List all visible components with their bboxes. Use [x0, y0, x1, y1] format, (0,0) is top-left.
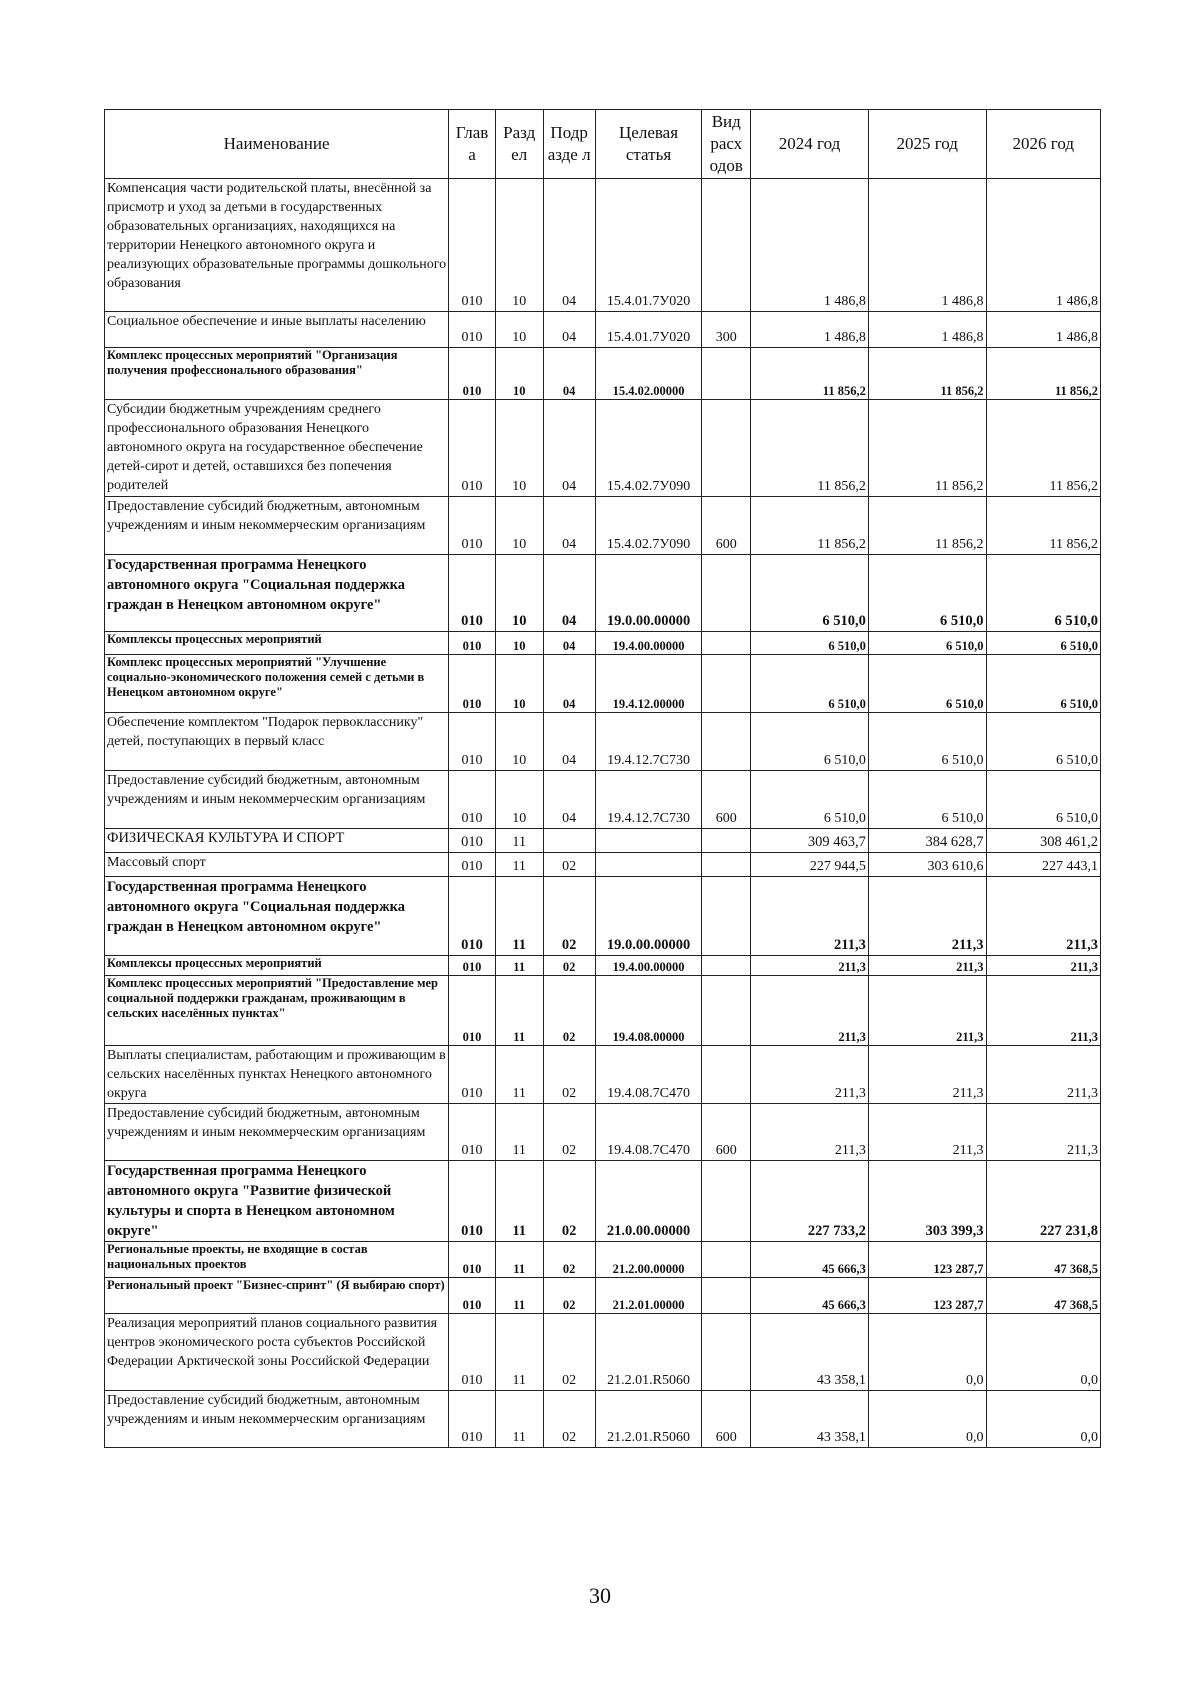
cell-2024: 43 358,1	[751, 1391, 869, 1448]
cell-article: 21.2.00.00000	[595, 1242, 702, 1278]
table-row	[105, 956, 1101, 976]
cell-2024: 6 510,0	[751, 713, 869, 771]
cell-podrazdel: 04	[543, 348, 595, 400]
cell-podrazdel: 04	[543, 713, 595, 771]
header-article: Целевая статья	[595, 110, 702, 179]
table-row	[105, 655, 1101, 713]
cell-2024: 11 856,2	[751, 400, 869, 497]
cell-razdel: 10	[495, 400, 543, 497]
cell-exp-type	[702, 632, 751, 655]
cell-podrazdel: 02	[543, 956, 595, 976]
cell-name: Социальное обеспечение и иные выплаты населению	[105, 312, 449, 348]
cell-2024: 6 510,0	[751, 555, 869, 632]
cell-2024: 43 358,1	[751, 1314, 869, 1391]
cell-name: Предоставление субсидий бюджетным, автономным учреждениям и иным некоммерческим организациям	[105, 771, 449, 829]
cell-2024: 1 486,8	[751, 179, 869, 312]
cell-exp-type	[702, 400, 751, 497]
cell-glava: 010	[449, 1314, 496, 1391]
cell-razdel: 11	[495, 1104, 543, 1161]
cell-name: Массовый спорт	[105, 853, 449, 877]
cell-2025: 123 287,7	[868, 1242, 986, 1278]
cell-razdel: 10	[495, 348, 543, 400]
cell-name: Комплексы процессных мероприятий	[105, 632, 449, 655]
cell-podrazdel: 04	[543, 655, 595, 713]
cell-glava: 010	[449, 877, 496, 956]
cell-2025: 211,3	[868, 1104, 986, 1161]
cell-glava: 010	[449, 976, 496, 1046]
header-2024: 2024 год	[751, 110, 869, 179]
cell-2026: 11 856,2	[986, 400, 1100, 497]
cell-2025: 0,0	[868, 1314, 986, 1391]
cell-name: Выплаты специалистам, работающим и проживающим в сельских населённых пунктах Ненецкого автономного округа	[105, 1046, 449, 1104]
cell-podrazdel: 04	[543, 179, 595, 312]
table-row	[105, 348, 1101, 400]
cell-article: 21.2.01.R5060	[595, 1391, 702, 1448]
cell-glava: 010	[449, 1278, 496, 1314]
cell-exp-type	[702, 853, 751, 877]
header-razdel: Разд ел	[495, 110, 543, 179]
cell-article: 19.4.08.7С470	[595, 1046, 702, 1104]
table-row	[105, 713, 1101, 771]
cell-glava: 010	[449, 1242, 496, 1278]
cell-2026: 227 231,8	[986, 1161, 1100, 1242]
cell-article: 19.4.12.00000	[595, 655, 702, 713]
cell-podrazdel: 02	[543, 1242, 595, 1278]
cell-podrazdel: 02	[543, 1046, 595, 1104]
header-name: Наименование	[105, 110, 449, 179]
cell-article: 15.4.01.7У020	[595, 179, 702, 312]
cell-2025: 6 510,0	[868, 632, 986, 655]
cell-2024: 6 510,0	[751, 655, 869, 713]
cell-2024: 45 666,3	[751, 1278, 869, 1314]
table-row	[105, 1391, 1101, 1448]
cell-2024: 6 510,0	[751, 632, 869, 655]
cell-razdel: 10	[495, 655, 543, 713]
cell-glava: 010	[449, 713, 496, 771]
cell-article: 21.2.01.00000	[595, 1278, 702, 1314]
cell-2025: 0,0	[868, 1391, 986, 1448]
cell-glava: 010	[449, 400, 496, 497]
cell-2025: 211,3	[868, 877, 986, 956]
cell-2026: 1 486,8	[986, 312, 1100, 348]
cell-exp-type	[702, 555, 751, 632]
cell-glava: 010	[449, 655, 496, 713]
cell-name: Комплексы процессных мероприятий	[105, 956, 449, 976]
cell-article: 19.4.00.00000	[595, 632, 702, 655]
cell-exp-type	[702, 1314, 751, 1391]
cell-2024: 6 510,0	[751, 771, 869, 829]
cell-2024: 211,3	[751, 1104, 869, 1161]
header-2025: 2025 год	[868, 110, 986, 179]
table-row	[105, 1104, 1101, 1161]
cell-podrazdel: 04	[543, 632, 595, 655]
cell-podrazdel: 02	[543, 1104, 595, 1161]
cell-razdel: 11	[495, 877, 543, 956]
cell-2026: 11 856,2	[986, 348, 1100, 400]
cell-podrazdel: 02	[543, 853, 595, 877]
cell-podrazdel: 02	[543, 1391, 595, 1448]
cell-name: ФИЗИЧЕСКАЯ КУЛЬТУРА И СПОРТ	[105, 829, 449, 853]
cell-2026: 6 510,0	[986, 555, 1100, 632]
cell-exp-type	[702, 1278, 751, 1314]
cell-exp-type: 300	[702, 312, 751, 348]
cell-exp-type	[702, 179, 751, 312]
cell-2025: 6 510,0	[868, 771, 986, 829]
table-row	[105, 1046, 1101, 1104]
cell-article: 15.4.01.7У020	[595, 312, 702, 348]
header-2026: 2026 год	[986, 110, 1100, 179]
cell-razdel: 10	[495, 497, 543, 555]
table-row	[105, 400, 1101, 497]
cell-razdel: 10	[495, 179, 543, 312]
cell-exp-type	[702, 877, 751, 956]
cell-podrazdel: 02	[543, 877, 595, 956]
cell-podrazdel: 02	[543, 1161, 595, 1242]
cell-name: Комплекс процессных мероприятий "Улучшение социально-экономического положения семей с детьми в Ненецком автономном округе"	[105, 655, 449, 713]
cell-name: Предоставление субсидий бюджетным, автономным учреждениям и иным некоммерческим организациям	[105, 1104, 449, 1161]
header-glava: Глав а	[449, 110, 496, 179]
cell-podrazdel: 04	[543, 312, 595, 348]
table-row	[105, 829, 1101, 853]
cell-2026: 211,3	[986, 1104, 1100, 1161]
cell-2025: 11 856,2	[868, 497, 986, 555]
cell-name: Предоставление субсидий бюджетным, автономным учреждениям и иным некоммерческим организациям	[105, 1391, 449, 1448]
cell-article	[595, 853, 702, 877]
cell-podrazdel: 04	[543, 555, 595, 632]
cell-glava: 010	[449, 632, 496, 655]
cell-razdel: 11	[495, 1046, 543, 1104]
cell-razdel: 11	[495, 976, 543, 1046]
cell-article: 19.0.00.00000	[595, 555, 702, 632]
table-row	[105, 976, 1101, 1046]
cell-exp-type: 600	[702, 1391, 751, 1448]
cell-2026: 211,3	[986, 1046, 1100, 1104]
cell-2026: 47 368,5	[986, 1278, 1100, 1314]
cell-2026: 11 856,2	[986, 497, 1100, 555]
cell-exp-type: 600	[702, 771, 751, 829]
cell-2025: 211,3	[868, 956, 986, 976]
cell-2026: 227 443,1	[986, 853, 1100, 877]
cell-article: 19.4.00.00000	[595, 956, 702, 976]
cell-2024: 11 856,2	[751, 497, 869, 555]
cell-2026: 6 510,0	[986, 713, 1100, 771]
table-row	[105, 312, 1101, 348]
cell-article: 19.4.12.7С730	[595, 713, 702, 771]
cell-2026: 0,0	[986, 1314, 1100, 1391]
cell-glava: 010	[449, 829, 496, 853]
cell-2026: 1 486,8	[986, 179, 1100, 312]
cell-exp-type	[702, 655, 751, 713]
cell-razdel: 11	[495, 956, 543, 976]
cell-exp-type	[702, 956, 751, 976]
cell-glava: 010	[449, 853, 496, 877]
cell-2024: 211,3	[751, 877, 869, 956]
cell-podrazdel: 02	[543, 976, 595, 1046]
cell-article	[595, 829, 702, 853]
cell-razdel: 10	[495, 312, 543, 348]
cell-name: Региональные проекты, не входящие в состав национальных проектов	[105, 1242, 449, 1278]
table-row	[105, 1242, 1101, 1278]
cell-2025: 123 287,7	[868, 1278, 986, 1314]
cell-name: Предоставление субсидий бюджетным, автономным учреждениям и иным некоммерческим организациям	[105, 497, 449, 555]
table-row	[105, 853, 1101, 877]
cell-exp-type	[702, 829, 751, 853]
cell-name: Региональный проект "Бизнес-спринт" (Я выбираю спорт)	[105, 1278, 449, 1314]
cell-glava: 010	[449, 1391, 496, 1448]
cell-glava: 010	[449, 312, 496, 348]
cell-razdel: 11	[495, 853, 543, 877]
cell-razdel: 10	[495, 771, 543, 829]
cell-article: 19.4.08.00000	[595, 976, 702, 1046]
table-row	[105, 771, 1101, 829]
cell-article: 19.4.08.7С470	[595, 1104, 702, 1161]
cell-glava: 010	[449, 1161, 496, 1242]
cell-glava: 010	[449, 348, 496, 400]
cell-razdel: 11	[495, 1242, 543, 1278]
cell-glava: 010	[449, 771, 496, 829]
cell-2024: 211,3	[751, 976, 869, 1046]
table-row	[105, 497, 1101, 555]
cell-name: Компенсация части родительской платы, внесённой за присмотр и уход за детьми в государственных образовательных организациях, находящихся на территории Ненецкого автономного округа и реализующих образовательные программы дошкольного образования	[105, 179, 449, 312]
header-exp-type: Вид расх одов	[702, 110, 751, 179]
table-body	[105, 179, 1101, 1448]
cell-podrazdel: 02	[543, 1314, 595, 1391]
cell-exp-type	[702, 1242, 751, 1278]
cell-razdel: 10	[495, 632, 543, 655]
cell-2026: 211,3	[986, 976, 1100, 1046]
cell-article: 15.4.02.00000	[595, 348, 702, 400]
table-row	[105, 179, 1101, 312]
cell-glava: 010	[449, 1104, 496, 1161]
cell-razdel: 11	[495, 1314, 543, 1391]
cell-2024: 211,3	[751, 956, 869, 976]
cell-2026: 6 510,0	[986, 655, 1100, 713]
table-row	[105, 1161, 1101, 1242]
cell-2026: 6 510,0	[986, 632, 1100, 655]
table-row	[105, 555, 1101, 632]
cell-name: Государственная программа Ненецкого автономного округа "Социальная поддержка граждан в Ненецком автономном округе"	[105, 877, 449, 956]
cell-name: Реализация мероприятий планов социального развития центров экономического роста субъектов Российской Федерации Арктической зоны Российской Федерации	[105, 1314, 449, 1391]
cell-2026: 211,3	[986, 956, 1100, 976]
cell-exp-type	[702, 348, 751, 400]
cell-glava: 010	[449, 179, 496, 312]
cell-2025: 11 856,2	[868, 400, 986, 497]
cell-name: Государственная программа Ненецкого автономного округа "Развитие физической культуры и спорта в Ненецком автономном округе"	[105, 1161, 449, 1242]
cell-podrazdel: 04	[543, 771, 595, 829]
cell-name: Обеспечение комплектом "Подарок первокласснику" детей, поступающих в первый класс	[105, 713, 449, 771]
cell-2025: 211,3	[868, 1046, 986, 1104]
cell-glava: 010	[449, 555, 496, 632]
cell-2026: 308 461,2	[986, 829, 1100, 853]
cell-2026: 47 368,5	[986, 1242, 1100, 1278]
cell-glava: 010	[449, 1046, 496, 1104]
cell-podrazdel	[543, 829, 595, 853]
cell-exp-type	[702, 976, 751, 1046]
cell-article: 19.0.00.00000	[595, 877, 702, 956]
table-row	[105, 1278, 1101, 1314]
cell-2025: 6 510,0	[868, 555, 986, 632]
cell-2025: 1 486,8	[868, 179, 986, 312]
cell-2025: 384 628,7	[868, 829, 986, 853]
table-row	[105, 632, 1101, 655]
cell-razdel: 10	[495, 555, 543, 632]
cell-razdel: 11	[495, 1391, 543, 1448]
budget-table-container	[104, 109, 1101, 1448]
cell-razdel: 11	[495, 829, 543, 853]
cell-name: Комплекс процессных мероприятий "Организация получения профессионального образования"	[105, 348, 449, 400]
cell-2025: 303 399,3	[868, 1161, 986, 1242]
cell-2024: 227 733,2	[751, 1161, 869, 1242]
table-row	[105, 1314, 1101, 1391]
cell-2024: 1 486,8	[751, 312, 869, 348]
cell-2025: 211,3	[868, 976, 986, 1046]
cell-podrazdel: 04	[543, 400, 595, 497]
cell-exp-type: 600	[702, 497, 751, 555]
cell-exp-type: 600	[702, 1104, 751, 1161]
cell-article: 21.0.00.00000	[595, 1161, 702, 1242]
cell-podrazdel: 02	[543, 1278, 595, 1314]
cell-podrazdel: 04	[543, 497, 595, 555]
cell-razdel: 11	[495, 1161, 543, 1242]
cell-2024: 227 944,5	[751, 853, 869, 877]
cell-2024: 211,3	[751, 1046, 869, 1104]
cell-glava: 010	[449, 497, 496, 555]
cell-2025: 11 856,2	[868, 348, 986, 400]
cell-article: 19.4.12.7С730	[595, 771, 702, 829]
cell-2024: 11 856,2	[751, 348, 869, 400]
cell-2026: 0,0	[986, 1391, 1100, 1448]
cell-2024: 309 463,7	[751, 829, 869, 853]
cell-name: Субсидии бюджетным учреждениям среднего профессионального образования Ненецкого автономного округа на государственное обеспечение детей-сирот и детей, оставшихся без попечения родителей	[105, 400, 449, 497]
header-podrazdel: Подр азде л	[543, 110, 595, 179]
cell-exp-type	[702, 1046, 751, 1104]
cell-razdel: 10	[495, 713, 543, 771]
cell-2025: 1 486,8	[868, 312, 986, 348]
cell-name: Комплекс процессных мероприятий "Предоставление мер социальной поддержки гражданам, проживающим в сельских населённых пунктах"	[105, 976, 449, 1046]
cell-article: 15.4.02.7У090	[595, 497, 702, 555]
table-row	[105, 877, 1101, 956]
header-row	[105, 110, 1101, 179]
cell-2025: 303 610,6	[868, 853, 986, 877]
page-number: 30	[589, 1583, 611, 1608]
cell-2025: 6 510,0	[868, 713, 986, 771]
cell-exp-type	[702, 1161, 751, 1242]
cell-name: Государственная программа Ненецкого автономного округа "Социальная поддержка граждан в Ненецком автономном округе"	[105, 555, 449, 632]
cell-2024: 45 666,3	[751, 1242, 869, 1278]
cell-2026: 6 510,0	[986, 771, 1100, 829]
cell-2025: 6 510,0	[868, 655, 986, 713]
cell-2026: 211,3	[986, 877, 1100, 956]
budget-table	[104, 109, 1101, 1448]
cell-razdel: 11	[495, 1278, 543, 1314]
cell-exp-type	[702, 713, 751, 771]
cell-glava: 010	[449, 956, 496, 976]
cell-article: 21.2.01.R5060	[595, 1314, 702, 1391]
cell-article: 15.4.02.7У090	[595, 400, 702, 497]
